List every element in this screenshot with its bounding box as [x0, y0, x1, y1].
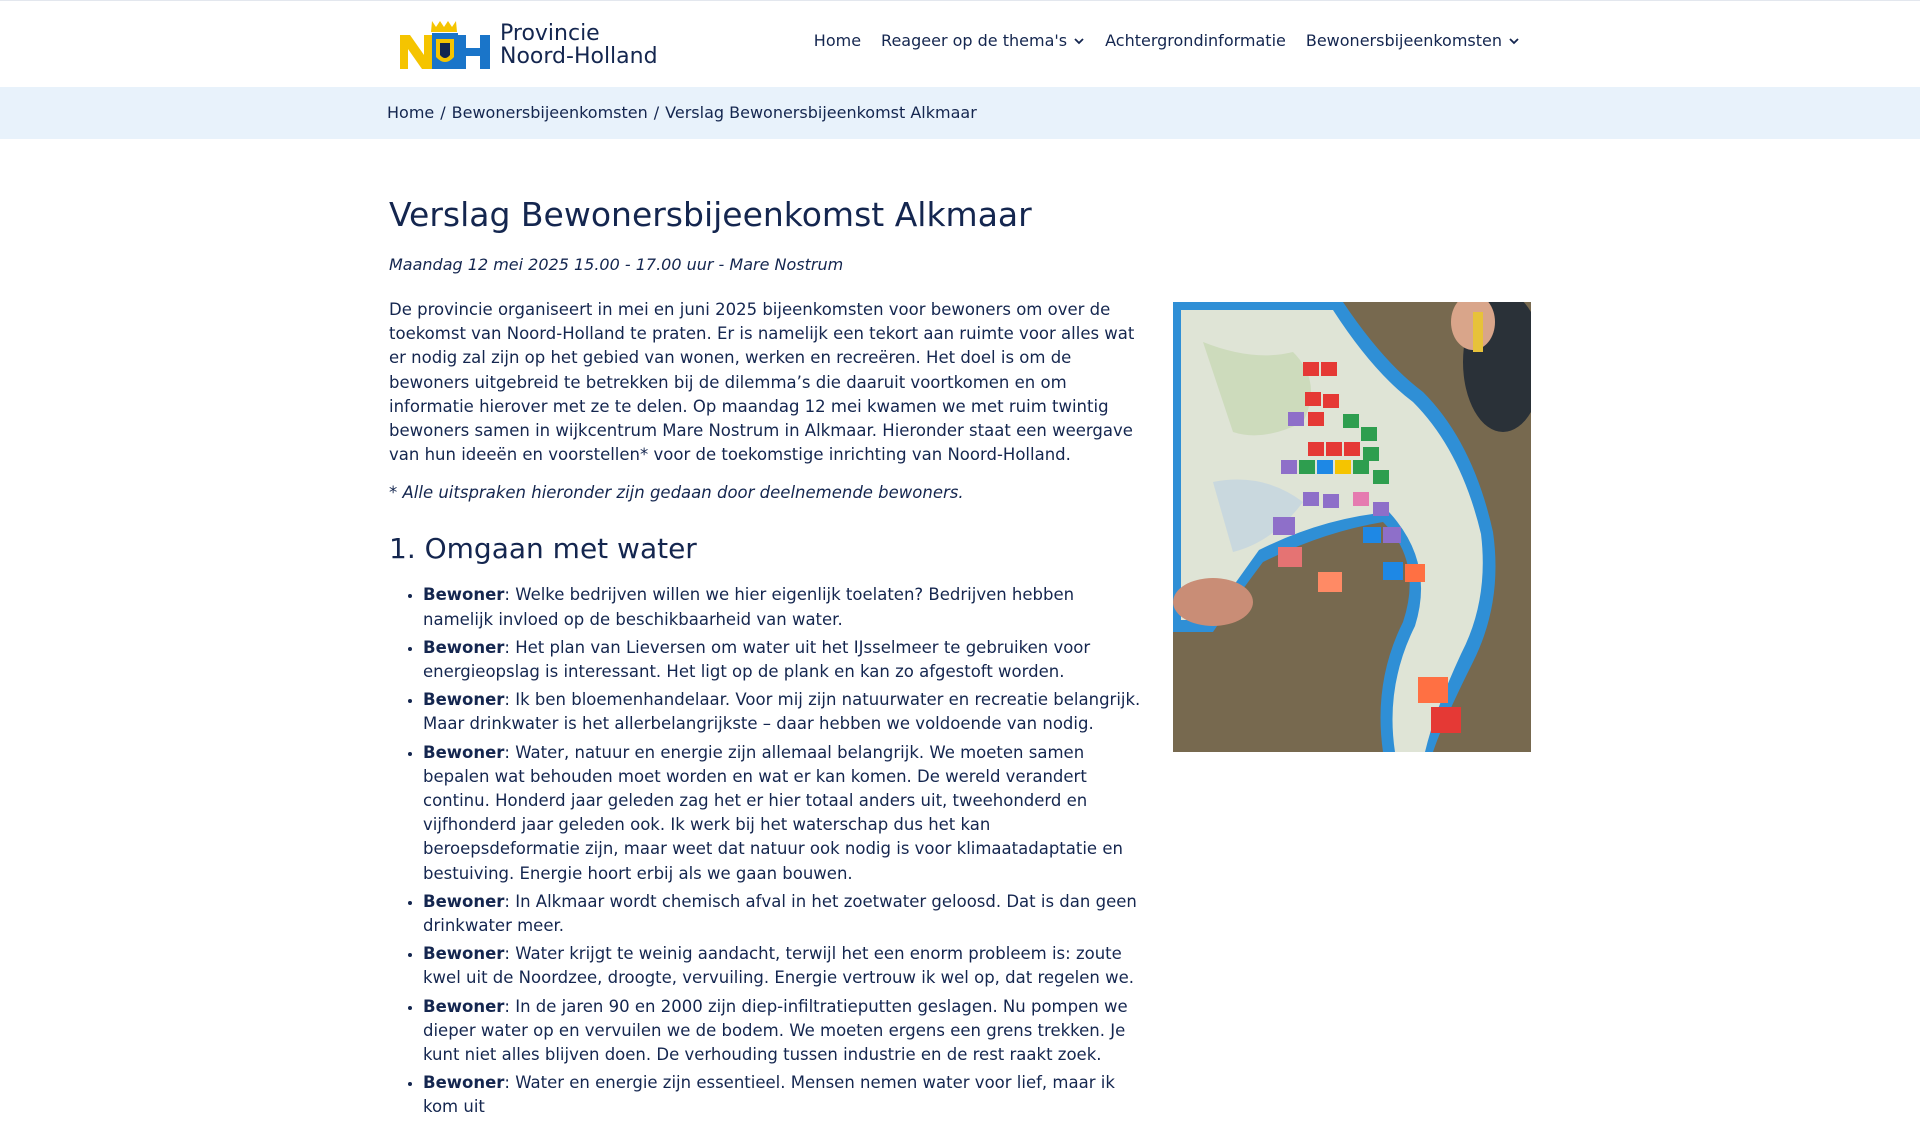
quote-text: : In Alkmaar wordt chemisch afval in het zoetwater geloosd. Dat is dan geen drinkwater meer.: [423, 891, 1137, 936]
list-item: [423, 942, 1145, 990]
breadcrumb: [387, 87, 1533, 122]
speaker-label: Bewoner: [423, 637, 505, 657]
article-body: [389, 298, 1145, 1124]
breadcrumb-bar: [0, 87, 1920, 139]
list-item: [423, 583, 1145, 631]
chevron-down-icon: [1508, 35, 1520, 47]
nav-home-label: Home: [813, 31, 862, 50]
breadcrumb-bewonersbijeenkomsten[interactable]: Bewonersbijeenkomsten: [451, 103, 648, 122]
site-logo[interactable]: [400, 19, 658, 71]
nav-bewonersbijeenkomsten[interactable]: [1306, 31, 1520, 50]
speaker-label: Bewoner: [423, 944, 505, 964]
breadcrumb-separator: /: [440, 103, 446, 122]
list-item: [423, 636, 1145, 684]
event-photo: [1173, 302, 1531, 752]
logo-line2: Noord-Holland: [500, 44, 658, 69]
nav-achtergrond-label: Achtergrondinformatie: [1105, 31, 1286, 50]
speaker-label: Bewoner: [423, 891, 505, 911]
page-title: Verslag Bewonersbijeenkomst Alkmaar: [389, 195, 1032, 234]
logo-wordmark: [500, 22, 658, 68]
province-logo-icon: [400, 19, 492, 71]
quote-text: : Water krijgt te weinig aandacht, terwijl het een enorm probleem is: zoute kwel uit de Noordzee, droogte, vervuiling. Energie vertrouw ik wel op, dat regelen we.: [423, 944, 1134, 988]
list-item: [423, 741, 1145, 886]
nav-reageer[interactable]: [881, 31, 1085, 50]
breadcrumb-home[interactable]: Home: [387, 103, 435, 122]
site-header: [0, 0, 1920, 87]
breadcrumb-current: Verslag Bewonersbijeenkomst Alkmaar: [665, 103, 977, 122]
breadcrumb-separator: /: [653, 103, 660, 122]
quote-list: [389, 583, 1145, 1119]
quote-text: : Welke bedrijven willen we hier eigenlijk toelaten? Bedrijven hebben namelijk invloed op de beschikbaarheid van water.: [423, 585, 1075, 629]
nav-achtergrond[interactable]: [1105, 31, 1286, 50]
speaker-label: Bewoner: [423, 1073, 505, 1093]
intro-paragraph: De provincie organiseert in mei en juni 2025 bijeenkomsten voor bewoners om over de toekomst van Noord-Holland te praten. Er is namelijk een tekort aan ruimte voor alles wat er nodig zal zijn op het gebied van wonen, werken en recreëren. Het doel is om de bewoners uitgebreid te betrekken bij de dilemma’s die daaruit voortkomen en om informatie hierover met ze te delen. Op maandag 12 mei kwamen we met ruim twintig bewoners samen in wijkcentrum Mare Nostrum in Alkmaar. Hieronder staat een weergave van hun ideeën en voorstellen* voor de toekomstige inrichting van Noord-Holland.: [389, 300, 1135, 465]
event-subtitle: Maandag 12 mei 2025 15.00 - 17.00 uur - Mare Nostrum: [389, 255, 844, 274]
quote-text: : Water, natuur en energie zijn allemaal belangrijk. We moeten samen bepalen wat behouden moet worden en wat er kan komen. De wereld verandert continu. Honderd jaar geleden zag het er hier totaal anders uit, tweehonderd en vijfhonderd jaar geleden ook. Ik werk bij het waterschap dus het kan beroepsdeformatie zijn, maar weet dat natuur ook nodig is voor klimaatadaptatie en bestuiving. Energie hoort erbij als we gaan bouwen.: [423, 742, 1123, 883]
nav-bewonersbijeenkomsten-label: Bewonersbijeenkomsten: [1305, 31, 1502, 50]
speaker-label: Bewoner: [423, 690, 505, 710]
quote-text: : In de jaren 90 en 2000 zijn diep-infiltratieputten geslagen. Nu pompen we dieper water op en vervuilen we de bodem. We moeten ergens een grens trekken. Je kunt niet alles blijven doen. De verhouding tussen industrie en de rest raakt zoek.: [423, 996, 1128, 1065]
quote-text: : Water en energie zijn essentieel. Mensen nemen water voor lief, maar ik kom uit: [423, 1073, 1115, 1117]
logo-line1: Provincie: [500, 21, 600, 46]
main-content: [389, 195, 1531, 1117]
quote-text: : Het plan van Lieversen om water uit het IJsselmeer te gebruiken voor energieopslag is interessant. Het ligt op de plank en kan zo afgestoft worden.: [423, 637, 1091, 682]
list-item: [423, 890, 1145, 938]
list-item: [423, 1071, 1145, 1119]
main-nav: [794, 31, 1520, 50]
chevron-down-icon: [1073, 35, 1085, 47]
list-item: [423, 995, 1145, 1068]
nav-home[interactable]: [814, 31, 861, 50]
list-item: [423, 688, 1145, 736]
nav-reageer-label: Reageer op de thema's: [881, 31, 1068, 50]
disclaimer-note: * Alle uitspraken hieronder zijn gedaan door deelnemende bewoners.: [389, 483, 964, 503]
quote-text: : Ik ben bloemenhandelaar. Voor mij zijn natuurwater en recreatie belangrijk. Maar drinkwater is het allerbelangrijkste – daar hebben we voldoende van nodig.: [423, 690, 1141, 734]
speaker-label: Bewoner: [423, 996, 505, 1016]
speaker-label: Bewoner: [423, 585, 505, 605]
section-title-water: 1. Omgaan met water: [389, 532, 697, 566]
speaker-label: Bewoner: [423, 742, 505, 762]
